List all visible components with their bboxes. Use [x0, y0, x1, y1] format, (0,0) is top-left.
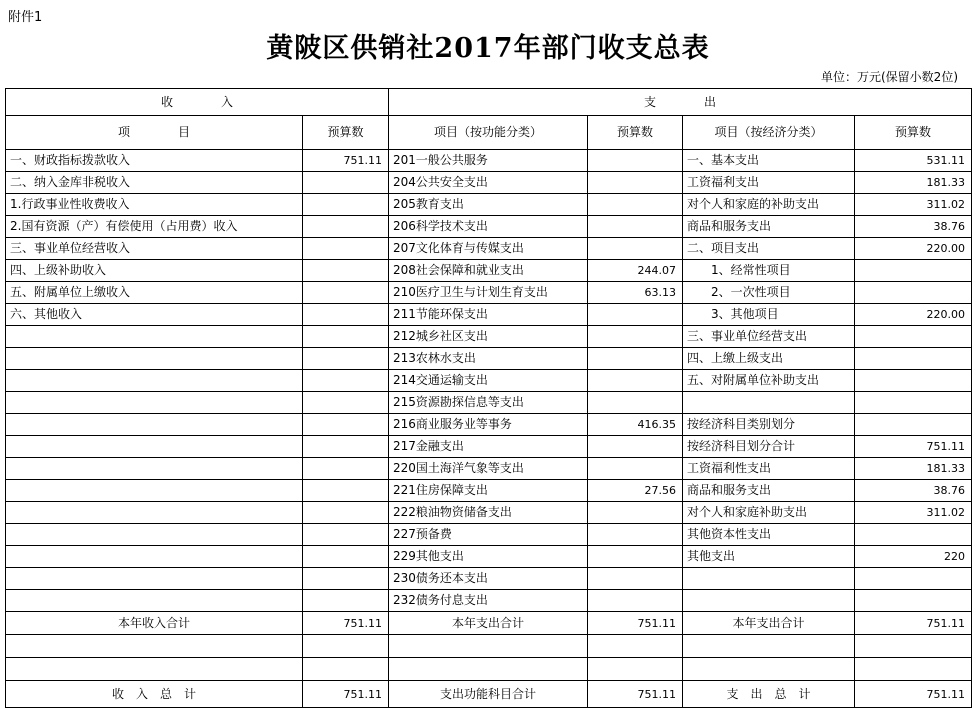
table-cell [855, 524, 972, 546]
table-cell [588, 326, 683, 348]
table-row [6, 524, 972, 546]
table-cell: 311.02 [855, 194, 972, 216]
table-cell: 支 出 总 计 [683, 681, 855, 708]
table-cell: 227预备费 [389, 524, 588, 546]
table-cell [588, 546, 683, 568]
table-row [6, 458, 972, 480]
table-cell [588, 590, 683, 612]
table-cell: 751.11 [588, 612, 683, 635]
table-cell [588, 238, 683, 260]
table-cell [588, 348, 683, 370]
table-cell [683, 658, 855, 681]
table-cell: 220 [855, 546, 972, 568]
unit-note: 单位：万元(保留小数2位) [821, 70, 958, 84]
table-cell [588, 392, 683, 414]
table-cell: 220国土海洋气象等支出 [389, 458, 588, 480]
table-cell [6, 326, 303, 348]
table-cell: 三、事业单位经营收入 [6, 238, 303, 260]
table-cell [855, 260, 972, 282]
table-cell [6, 458, 303, 480]
table-cell: 二、项目支出 [683, 238, 855, 260]
table-cell [855, 568, 972, 590]
table-cell [683, 568, 855, 590]
table-cell [303, 414, 389, 436]
table-cell: 232债务付息支出 [389, 590, 588, 612]
table-cell [303, 436, 389, 458]
header-row-columns [6, 116, 972, 150]
table-cell: 五、附属单位上缴收入 [6, 282, 303, 304]
table-cell [588, 370, 683, 392]
blank-row [6, 635, 972, 658]
table-cell: 对个人和家庭的补助支出 [683, 194, 855, 216]
table-cell: 213农林水支出 [389, 348, 588, 370]
page-title: 黄陂区供销社2017年部门收支总表 [266, 33, 710, 64]
table-cell [303, 480, 389, 502]
table-cell [588, 194, 683, 216]
table-cell [303, 568, 389, 590]
table-cell: 三、事业单位经营支出 [683, 326, 855, 348]
table-row [6, 546, 972, 568]
table-row [6, 612, 972, 635]
table-row [6, 172, 972, 194]
table-cell [303, 635, 389, 658]
table-cell: 216商业服务业等事务 [389, 414, 588, 436]
table-cell: 751.11 [303, 681, 389, 708]
table-cell [6, 414, 303, 436]
table-cell [588, 658, 683, 681]
table-cell: 商品和服务支出 [683, 480, 855, 502]
table-cell: 63.13 [588, 282, 683, 304]
table-cell: 210医疗卫生与计划生育支出 [389, 282, 588, 304]
table-cell [588, 172, 683, 194]
table-cell: 其他支出 [683, 546, 855, 568]
table-cell: 201一般公共服务 [389, 150, 588, 172]
table-cell: 181.33 [855, 172, 972, 194]
table-cell: 本年支出合计 [389, 612, 588, 635]
table-cell [683, 392, 855, 414]
table-cell [303, 282, 389, 304]
table-cell [303, 590, 389, 612]
table-cell [855, 590, 972, 612]
table-cell [303, 524, 389, 546]
table-cell: 二、纳入金库非税收入 [6, 172, 303, 194]
table-cell: 217金融支出 [389, 436, 588, 458]
table-cell [303, 238, 389, 260]
table-cell: 181.33 [855, 458, 972, 480]
expense-header: 支 出 [389, 89, 972, 116]
table-cell: 2、一次性项目 [683, 282, 855, 304]
table-cell [303, 260, 389, 282]
col-header-budget: 预算数 [855, 116, 972, 150]
table-cell: 商品和服务支出 [683, 216, 855, 238]
header-row-section [6, 89, 972, 116]
table-cell: 38.76 [855, 216, 972, 238]
table-cell [6, 348, 303, 370]
table-cell [588, 436, 683, 458]
col-header-budget: 预算数 [588, 116, 683, 150]
table-row [6, 348, 972, 370]
table-cell [855, 414, 972, 436]
table-cell: 六、其他收入 [6, 304, 303, 326]
table-cell [303, 172, 389, 194]
table-cell [303, 194, 389, 216]
income-header: 收 入 [6, 89, 389, 116]
table-cell: 244.07 [588, 260, 683, 282]
table-row [6, 414, 972, 436]
table-cell: 208社会保障和就业支出 [389, 260, 588, 282]
table-cell [855, 635, 972, 658]
table-cell: 对个人和家庭补助支出 [683, 502, 855, 524]
table-cell: 531.11 [855, 150, 972, 172]
table-row [6, 392, 972, 414]
col-header-item: 项 目 [6, 116, 303, 150]
table-cell: 一、基本支出 [683, 150, 855, 172]
table-row [6, 304, 972, 326]
table-cell: 1、经常性项目 [683, 260, 855, 282]
table-cell: 本年收入合计 [6, 612, 303, 635]
table-cell [6, 502, 303, 524]
table-cell: 751.11 [303, 150, 389, 172]
table-row [6, 150, 972, 172]
table-cell: 220.00 [855, 304, 972, 326]
table-cell: 751.11 [303, 612, 389, 635]
table-cell: 本年支出合计 [683, 612, 855, 635]
blank-row [6, 658, 972, 681]
table-cell [588, 502, 683, 524]
table-cell: 五、对附属单位补助支出 [683, 370, 855, 392]
table-row [6, 282, 972, 304]
table-cell [6, 546, 303, 568]
table-cell: 其他资本性支出 [683, 524, 855, 546]
table-cell [588, 216, 683, 238]
table-cell [683, 635, 855, 658]
table-row [6, 681, 972, 708]
table-row [6, 194, 972, 216]
table-row [6, 502, 972, 524]
table-cell: 221住房保障支出 [389, 480, 588, 502]
table-cell: 206科学技术支出 [389, 216, 588, 238]
table-cell: 四、上级补助收入 [6, 260, 303, 282]
table-cell [855, 658, 972, 681]
table-cell [6, 658, 303, 681]
table-cell [588, 458, 683, 480]
table-cell [6, 370, 303, 392]
table-cell [6, 568, 303, 590]
table-row [6, 568, 972, 590]
table-cell [303, 546, 389, 568]
table-cell: 222粮油物资储备支出 [389, 502, 588, 524]
table-cell [303, 458, 389, 480]
table-cell: 四、上缴上级支出 [683, 348, 855, 370]
table-cell [303, 304, 389, 326]
table-cell: 收 入 总 计 [6, 681, 303, 708]
table-row [6, 216, 972, 238]
table-cell [303, 658, 389, 681]
table-cell [855, 282, 972, 304]
table-cell: 215资源勘探信息等支出 [389, 392, 588, 414]
table-cell: 211节能环保支出 [389, 304, 588, 326]
table-row [6, 260, 972, 282]
table-cell [588, 635, 683, 658]
table-cell [6, 436, 303, 458]
table-cell: 214交通运输支出 [389, 370, 588, 392]
table-cell: 751.11 [855, 681, 972, 708]
table-cell [303, 348, 389, 370]
col-header-economic-item: 项目（按经济分类） [683, 116, 855, 150]
table-cell [588, 304, 683, 326]
table-cell: 229其他支出 [389, 546, 588, 568]
table-cell [303, 326, 389, 348]
table-cell [6, 392, 303, 414]
table-cell: 一、财政指标拨款收入 [6, 150, 303, 172]
table-cell: 751.11 [855, 612, 972, 635]
table-cell: 751.11 [588, 681, 683, 708]
table-cell: 207文化体育与传媒支出 [389, 238, 588, 260]
table-cell [303, 370, 389, 392]
table-cell [588, 568, 683, 590]
col-header-function-item: 项目（按功能分类） [389, 116, 588, 150]
table-cell: 311.02 [855, 502, 972, 524]
table-row [6, 326, 972, 348]
table-cell: 230债务还本支出 [389, 568, 588, 590]
table-cell: 按经济科目划分合计 [683, 436, 855, 458]
table-row [6, 436, 972, 458]
table-cell [855, 326, 972, 348]
table-row [6, 238, 972, 260]
table-cell [303, 216, 389, 238]
table-cell: 3、其他项目 [683, 304, 855, 326]
table-cell: 220.00 [855, 238, 972, 260]
table-cell: 204公共安全支出 [389, 172, 588, 194]
table-cell [855, 370, 972, 392]
table-row [6, 480, 972, 502]
table-cell: 1.行政事业性收费收入 [6, 194, 303, 216]
table-row [6, 590, 972, 612]
table-cell: 按经济科目类别划分 [683, 414, 855, 436]
table-cell [6, 590, 303, 612]
table-cell [855, 392, 972, 414]
table-cell: 27.56 [588, 480, 683, 502]
table-cell: 2.国有资源（产）有偿使用（占用费）收入 [6, 216, 303, 238]
table-cell [303, 392, 389, 414]
table-cell [6, 480, 303, 502]
table-cell [6, 524, 303, 546]
table-cell: 416.35 [588, 414, 683, 436]
table-cell: 工资福利性支出 [683, 458, 855, 480]
table-cell [389, 635, 588, 658]
table-cell [303, 502, 389, 524]
table-cell [588, 150, 683, 172]
table-cell [6, 635, 303, 658]
table-cell: 205教育支出 [389, 194, 588, 216]
table-cell [389, 658, 588, 681]
table-cell [683, 590, 855, 612]
table-row [6, 370, 972, 392]
table-cell: 751.11 [855, 436, 972, 458]
table-cell: 38.76 [855, 480, 972, 502]
table-cell [588, 524, 683, 546]
table-cell: 212城乡社区支出 [389, 326, 588, 348]
table-cell: 工资福利支出 [683, 172, 855, 194]
table-cell [855, 348, 972, 370]
budget-table [5, 88, 972, 708]
attachment-label: 附件1 [8, 10, 43, 25]
col-header-budget: 预算数 [303, 116, 389, 150]
table-cell: 支出功能科目合计 [389, 681, 588, 708]
